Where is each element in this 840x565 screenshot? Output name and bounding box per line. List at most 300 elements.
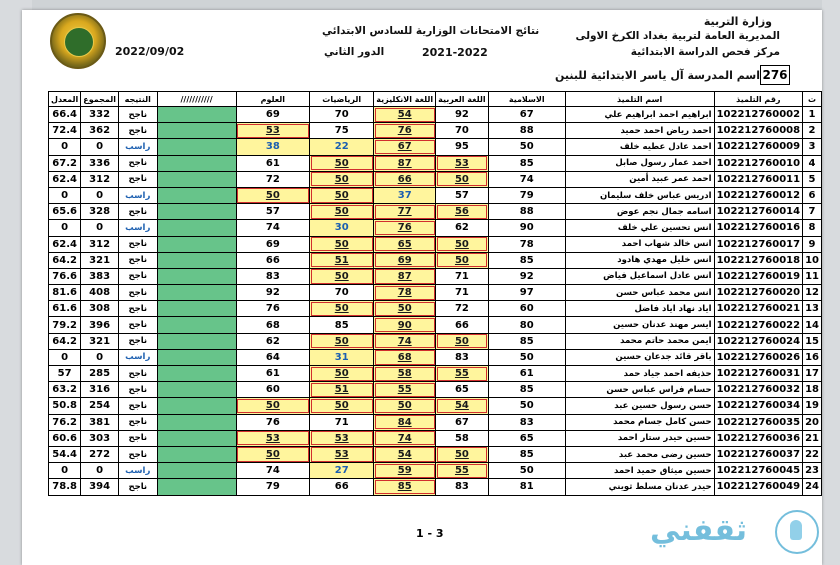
cell-sci: 53 (236, 430, 310, 446)
table-row (49, 123, 822, 139)
cell-math: 50 (310, 155, 374, 171)
cell-id: 102212760031 (714, 366, 803, 382)
cell-res: ناجح (118, 430, 157, 446)
status-fill-cell (157, 349, 236, 365)
cell-en: 76 (374, 220, 436, 236)
cell-en: 76 (374, 123, 436, 139)
cell-res: ناجح (118, 398, 157, 414)
cell-id: 102212760045 (714, 463, 803, 479)
cell-name: انس تحسين علي خلف (565, 220, 714, 236)
status-fill-cell (157, 446, 236, 462)
cell-isl: 65 (488, 430, 565, 446)
cell-ar: 65 (436, 382, 489, 398)
cell-en: 50 (374, 398, 436, 414)
cell-n: 3 (803, 139, 822, 155)
cell-name: اياد نهاد اياد فاضل (565, 301, 714, 317)
cell-avg: 0 (49, 220, 81, 236)
table-row (49, 382, 822, 398)
table-body (49, 107, 822, 496)
cell-ar: 62 (436, 220, 489, 236)
cell-res: ناجح (118, 479, 157, 495)
cell-isl: 85 (488, 155, 565, 171)
status-fill-cell (157, 430, 236, 446)
table-row (49, 430, 822, 446)
cell-id: 102212760018 (714, 252, 803, 268)
school-label: اسم المدرسة (687, 69, 760, 82)
status-fill-cell (157, 285, 236, 301)
cell-name: احمد عمر عبيد أمين (565, 171, 714, 187)
exam-title: نتائج الامتحانات الوزارية للسادس الابتدائي (322, 25, 540, 37)
cell-n: 8 (803, 220, 822, 236)
status-fill-cell (157, 171, 236, 187)
cell-n: 1 (803, 107, 822, 123)
school-code-box: 276 (760, 65, 790, 85)
cell-name: ابراهيم احمد ابراهيم علي (565, 107, 714, 123)
col-header: اللغة الانكليزية (374, 92, 436, 107)
cell-n: 12 (803, 285, 822, 301)
cell-math: 27 (310, 463, 374, 479)
cell-math: 50 (310, 236, 374, 252)
cell-tot: 0 (81, 187, 119, 203)
cell-name: احمد رياض احمد حميد (565, 123, 714, 139)
cell-res: ناجح (118, 107, 157, 123)
cell-ar: 83 (436, 349, 489, 365)
cell-math: 50 (310, 268, 374, 284)
cell-name: انس محمد عباس حسن (565, 285, 714, 301)
status-fill-cell (157, 414, 236, 430)
status-fill-cell (157, 123, 236, 139)
cell-name: حسين ميثاق حميد احمد (565, 463, 714, 479)
cell-math: 50 (310, 366, 374, 382)
cell-id: 102212760020 (714, 285, 803, 301)
cell-tot: 362 (81, 123, 119, 139)
center-name: مركز فحص الدراسة الابتدائية (630, 46, 780, 58)
cell-n: 14 (803, 317, 822, 333)
cell-avg: 60.6 (49, 430, 81, 446)
cell-name: انس عادل اسماعيل فياض (565, 268, 714, 284)
status-fill-cell (157, 398, 236, 414)
cell-avg: 65.6 (49, 204, 81, 220)
table-row (49, 204, 822, 220)
table-row (49, 301, 822, 317)
cell-n: 7 (803, 204, 822, 220)
cell-n: 2 (803, 123, 822, 139)
status-fill-cell (157, 268, 236, 284)
table-row (49, 107, 822, 123)
cell-res: ناجح (118, 414, 157, 430)
cell-isl: 50 (488, 463, 565, 479)
cell-id: 102212760036 (714, 430, 803, 446)
cell-tot: 0 (81, 349, 119, 365)
cell-res: ناجح (118, 285, 157, 301)
cell-en: 50 (374, 301, 436, 317)
cell-tot: 272 (81, 446, 119, 462)
cell-res: ناجح (118, 268, 157, 284)
cell-tot: 336 (81, 155, 119, 171)
table-row (49, 479, 822, 495)
table-row (49, 252, 822, 268)
cell-id: 102212760034 (714, 398, 803, 414)
exam-date: 2022/09/02 (115, 45, 185, 58)
cell-math: 50 (310, 301, 374, 317)
cell-math: 70 (310, 285, 374, 301)
cell-avg: 54.4 (49, 446, 81, 462)
cell-id: 102212760012 (714, 187, 803, 203)
cell-n: 15 (803, 333, 822, 349)
cell-name: ايمن محمد حاتم محمد (565, 333, 714, 349)
cell-math: 71 (310, 414, 374, 430)
cell-tot: 0 (81, 139, 119, 155)
cell-isl: 50 (488, 139, 565, 155)
cell-avg: 0 (49, 349, 81, 365)
cell-avg: 81.6 (49, 285, 81, 301)
cell-id: 102212760022 (714, 317, 803, 333)
cell-res: راسب (118, 349, 157, 365)
cell-id: 102212760008 (714, 123, 803, 139)
col-header: اسم التلميذ (565, 92, 714, 107)
table-row (49, 333, 822, 349)
cell-ar: 70 (436, 123, 489, 139)
cell-avg: 0 (49, 187, 81, 203)
cell-id: 102212760032 (714, 382, 803, 398)
cell-avg: 0 (49, 139, 81, 155)
cell-id: 102212760014 (714, 204, 803, 220)
status-fill-cell (157, 317, 236, 333)
cell-avg: 0 (49, 463, 81, 479)
cell-sci: 60 (236, 382, 310, 398)
table-row (49, 317, 822, 333)
cell-en: 87 (374, 155, 436, 171)
cell-isl: 88 (488, 204, 565, 220)
cell-math: 31 (310, 349, 374, 365)
cell-sci: 66 (236, 252, 310, 268)
table-row (49, 268, 822, 284)
cell-res: ناجح (118, 382, 157, 398)
col-header: /////////// (157, 92, 236, 107)
status-fill-cell (157, 479, 236, 495)
cell-ar: 50 (436, 333, 489, 349)
cell-name: اسامه جمال نجم عوض (565, 204, 714, 220)
cell-sci: 62 (236, 333, 310, 349)
cell-n: 21 (803, 430, 822, 446)
status-fill-cell (157, 155, 236, 171)
cell-n: 11 (803, 268, 822, 284)
cell-math: 51 (310, 252, 374, 268)
cell-res: ناجح (118, 333, 157, 349)
cell-sci: 79 (236, 479, 310, 495)
cell-n: 13 (803, 301, 822, 317)
cell-n: 22 (803, 446, 822, 462)
cell-name: حذيفه احمد جياد حمد (565, 366, 714, 382)
cell-tot: 0 (81, 463, 119, 479)
cell-id: 102212760009 (714, 139, 803, 155)
cell-n: 5 (803, 171, 822, 187)
cell-isl: 83 (488, 414, 565, 430)
cell-sci: 76 (236, 301, 310, 317)
table-row (49, 155, 822, 171)
cell-sci: 50 (236, 187, 310, 203)
cell-res: ناجح (118, 204, 157, 220)
cell-ar: 56 (436, 204, 489, 220)
cell-id: 102212760021 (714, 301, 803, 317)
cell-avg: 66.4 (49, 107, 81, 123)
cell-res: ناجح (118, 446, 157, 462)
cell-avg: 62.4 (49, 171, 81, 187)
cell-name: حسين رضى محمد عبد (565, 446, 714, 462)
exam-round: الدور الثاني (324, 46, 385, 58)
cell-sci: 50 (236, 398, 310, 414)
cell-n: 20 (803, 414, 822, 430)
cell-tot: 312 (81, 236, 119, 252)
cell-math: 53 (310, 430, 374, 446)
cell-avg: 57 (49, 366, 81, 382)
cell-isl: 85 (488, 382, 565, 398)
cell-isl: 85 (488, 333, 565, 349)
col-header: المجموع (81, 92, 119, 107)
cell-en: 59 (374, 463, 436, 479)
cell-avg: 50.8 (49, 398, 81, 414)
cell-avg: 79.2 (49, 317, 81, 333)
cell-res: ناجح (118, 155, 157, 171)
col-header: المعدل (49, 92, 81, 107)
cell-math: 50 (310, 204, 374, 220)
cell-n: 9 (803, 236, 822, 252)
cell-ar: 66 (436, 317, 489, 333)
cell-isl: 78 (488, 236, 565, 252)
cell-sci: 69 (236, 107, 310, 123)
ministry-logo-icon (50, 13, 106, 69)
cell-math: 66 (310, 479, 374, 495)
cell-n: 24 (803, 479, 822, 495)
cell-n: 4 (803, 155, 822, 171)
cell-isl: 79 (488, 187, 565, 203)
cell-res: راسب (118, 139, 157, 155)
cell-avg: 61.6 (49, 301, 81, 317)
cell-avg: 76.6 (49, 268, 81, 284)
cell-ar: 50 (436, 236, 489, 252)
table-row (49, 285, 822, 301)
cell-id: 102212760019 (714, 268, 803, 284)
cell-n: 17 (803, 366, 822, 382)
cell-avg: 64.2 (49, 333, 81, 349)
cell-tot: 0 (81, 220, 119, 236)
cell-id: 102212760010 (714, 155, 803, 171)
cell-ar: 58 (436, 430, 489, 446)
status-fill-cell (157, 107, 236, 123)
cell-en: 78 (374, 285, 436, 301)
cell-sci: 74 (236, 463, 310, 479)
table-row (49, 414, 822, 430)
cell-avg: 72.4 (49, 123, 81, 139)
cell-res: راسب (118, 220, 157, 236)
cell-tot: 394 (81, 479, 119, 495)
status-fill-cell (157, 382, 236, 398)
cell-isl: 85 (488, 446, 565, 462)
cell-n: 19 (803, 398, 822, 414)
table-row (49, 463, 822, 479)
cell-en: 37 (374, 187, 436, 203)
col-header: رقم التلميذ (714, 92, 803, 107)
cell-res: ناجح (118, 252, 157, 268)
cell-n: 6 (803, 187, 822, 203)
cell-math: 50 (310, 398, 374, 414)
cell-ar: 55 (436, 366, 489, 382)
status-fill-cell (157, 187, 236, 203)
cell-sci: 74 (236, 220, 310, 236)
cell-math: 75 (310, 123, 374, 139)
table-row (49, 446, 822, 462)
cell-id: 102212760037 (714, 446, 803, 462)
cell-en: 58 (374, 366, 436, 382)
cell-isl: 61 (488, 366, 565, 382)
status-fill-cell (157, 252, 236, 268)
cell-id: 102212760035 (714, 414, 803, 430)
lightbulb-icon (775, 510, 819, 554)
col-header: العلوم (236, 92, 310, 107)
cell-name: ايسر مهند عدنان حسين (565, 317, 714, 333)
cell-en: 85 (374, 479, 436, 495)
cell-name: باقر قائد جدعان حسين (565, 349, 714, 365)
cell-res: ناجح (118, 236, 157, 252)
cell-avg: 62.4 (49, 236, 81, 252)
cell-name: احمد عادل عطيه خلف (565, 139, 714, 155)
cell-math: 51 (310, 382, 374, 398)
table-row (49, 220, 822, 236)
cell-en: 68 (374, 349, 436, 365)
cell-isl: 88 (488, 123, 565, 139)
cell-id: 102212760024 (714, 333, 803, 349)
cell-sci: 38 (236, 139, 310, 155)
cell-sci: 69 (236, 236, 310, 252)
results-table (48, 91, 822, 496)
table-row (49, 139, 822, 155)
cell-tot: 396 (81, 317, 119, 333)
cell-isl: 90 (488, 220, 565, 236)
cell-avg: 78.8 (49, 479, 81, 495)
cell-avg: 76.2 (49, 414, 81, 430)
document-page (22, 10, 822, 565)
cell-en: 90 (374, 317, 436, 333)
cell-en: 67 (374, 139, 436, 155)
cell-name: انس خالد شهاب احمد (565, 236, 714, 252)
page-number: 1 - 3 (416, 527, 444, 540)
cell-res: ناجح (118, 171, 157, 187)
status-fill-cell (157, 366, 236, 382)
table-header-row (49, 92, 822, 107)
table-row (49, 366, 822, 382)
cell-name: احمد عمار رسول صابل (565, 155, 714, 171)
table-row (49, 187, 822, 203)
cell-name: حسام فراس عباس حسن (565, 382, 714, 398)
cell-id: 102212760002 (714, 107, 803, 123)
cell-res: ناجح (118, 366, 157, 382)
cell-name: انس خليل مهدي هادود (565, 252, 714, 268)
cell-isl: 50 (488, 349, 565, 365)
cell-sci: 53 (236, 123, 310, 139)
cell-en: 69 (374, 252, 436, 268)
cell-name: حسن كامل جسام محمد (565, 414, 714, 430)
cell-avg: 63.2 (49, 382, 81, 398)
cell-id: 102212760016 (714, 220, 803, 236)
cell-tot: 316 (81, 382, 119, 398)
cell-en: 65 (374, 236, 436, 252)
cell-isl: 67 (488, 107, 565, 123)
cell-res: ناجح (118, 317, 157, 333)
cell-ar: 50 (436, 171, 489, 187)
cell-n: 16 (803, 349, 822, 365)
cell-id: 102212760049 (714, 479, 803, 495)
cell-math: 30 (310, 220, 374, 236)
watermark-logo: ثقفني (650, 513, 748, 548)
cell-math: 85 (310, 317, 374, 333)
cell-tot: 332 (81, 107, 119, 123)
cell-math: 70 (310, 107, 374, 123)
cell-sci: 64 (236, 349, 310, 365)
cell-en: 54 (374, 446, 436, 462)
status-fill-cell (157, 463, 236, 479)
cell-math: 53 (310, 446, 374, 462)
status-fill-cell (157, 236, 236, 252)
cell-isl: 80 (488, 317, 565, 333)
cell-tot: 321 (81, 333, 119, 349)
cell-ar: 72 (436, 301, 489, 317)
cell-id: 102212760011 (714, 171, 803, 187)
directorate-name: المديرية العامة لتربية بغداد الكرخ الاولى (575, 30, 780, 42)
cell-tot: 321 (81, 252, 119, 268)
cell-res: ناجح (118, 123, 157, 139)
cell-tot: 285 (81, 366, 119, 382)
cell-name: حسن رسول حسين عبد (565, 398, 714, 414)
cell-isl: 85 (488, 252, 565, 268)
cell-ar: 57 (436, 187, 489, 203)
cell-avg: 67.2 (49, 155, 81, 171)
col-header: الرياضيات (310, 92, 374, 107)
school-line (555, 69, 760, 82)
cell-math: 50 (310, 187, 374, 203)
cell-ar: 71 (436, 268, 489, 284)
cell-isl: 50 (488, 398, 565, 414)
cell-sci: 68 (236, 317, 310, 333)
exam-year: 2021-2022 (422, 46, 488, 59)
cell-ar: 54 (436, 398, 489, 414)
table-row (49, 236, 822, 252)
cell-en: 74 (374, 430, 436, 446)
cell-ar: 71 (436, 285, 489, 301)
cell-id: 102212760026 (714, 349, 803, 365)
cell-avg: 64.2 (49, 252, 81, 268)
cell-n: 10 (803, 252, 822, 268)
cell-ar: 55 (436, 463, 489, 479)
cell-sci: 72 (236, 171, 310, 187)
cell-en: 55 (374, 382, 436, 398)
status-fill-cell (157, 301, 236, 317)
cell-sci: 57 (236, 204, 310, 220)
status-fill-cell (157, 204, 236, 220)
cell-en: 77 (374, 204, 436, 220)
cell-ar: 67 (436, 414, 489, 430)
status-fill-cell (157, 333, 236, 349)
cell-isl: 60 (488, 301, 565, 317)
cell-sci: 50 (236, 446, 310, 462)
cell-sci: 83 (236, 268, 310, 284)
cell-name: ادريس عباس خلف سليمان (565, 187, 714, 203)
cell-en: 66 (374, 171, 436, 187)
cell-tot: 254 (81, 398, 119, 414)
cell-tot: 312 (81, 171, 119, 187)
col-header: اللغة العربية (436, 92, 489, 107)
cell-en: 74 (374, 333, 436, 349)
cell-ar: 50 (436, 446, 489, 462)
